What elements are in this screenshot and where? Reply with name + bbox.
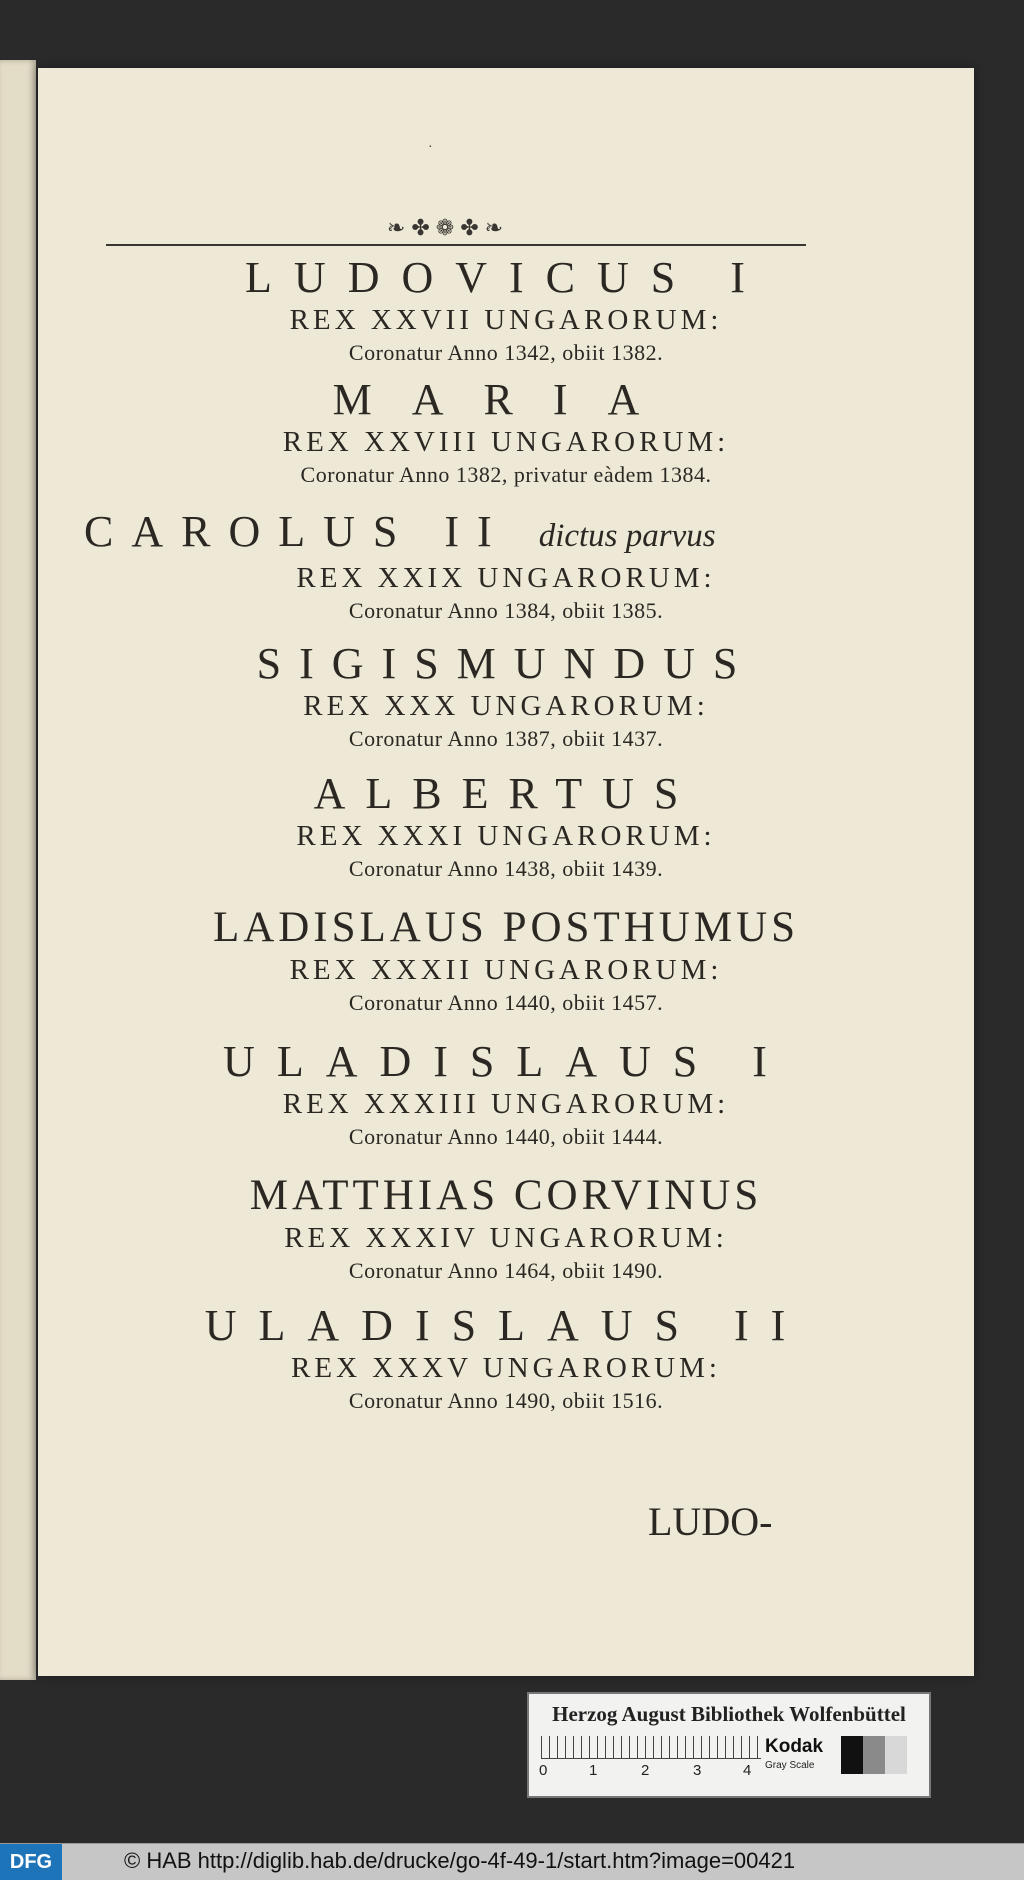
entry-matthias	[38, 1172, 974, 1286]
entry-sigismundus	[38, 640, 974, 754]
copyright-link[interactable]: © HAB http://diglib.hab.de/drucke/go-4f-49-1/start.htm?image=00421	[124, 1848, 796, 1873]
king-name: ULADISLAUS I	[223, 1037, 789, 1086]
king-name: LADISLAUS POSTHUMUS	[212, 904, 800, 951]
king-title: REX XXIX UNGARORUM:	[296, 562, 716, 594]
king-epithet: dictus parvus	[538, 518, 716, 554]
king-dates: Coronatur Anno 1438, obiit 1439.	[348, 856, 664, 881]
printer-mark: ·	[428, 140, 433, 155]
king-title: REX XXXIV UNGARORUM:	[284, 1222, 728, 1254]
gray-swatch	[863, 1736, 885, 1774]
king-title: REX XXXV UNGARORUM:	[291, 1352, 721, 1384]
kodak-logo: Kodak	[765, 1736, 824, 1757]
king-dates: Coronatur Anno 1342, obiit 1382.	[348, 340, 664, 365]
king-name: SIGISMUNDUS	[256, 639, 756, 688]
dfg-logo: DFG	[0, 1844, 62, 1880]
ruler-number: 2	[641, 1762, 650, 1779]
king-title: REX XXXI UNGARORUM:	[296, 820, 716, 852]
king-dates: Coronatur Anno 1440, obiit 1457.	[348, 990, 664, 1015]
ruler-number: 4	[743, 1762, 752, 1779]
catchword: LUDO-	[648, 1499, 773, 1544]
entry-uladislaus-ii	[38, 1302, 974, 1416]
ruler-scale	[541, 1736, 761, 1759]
entry-uladislaus-i	[38, 1038, 974, 1152]
gray-swatch	[885, 1736, 907, 1774]
king-title: REX XXX UNGARORUM:	[303, 690, 709, 722]
king-title: REX XXVIII UNGARORUM:	[282, 426, 730, 458]
king-dates: Coronatur Anno 1384, obiit 1385.	[348, 598, 664, 623]
adjacent-page-edge	[0, 60, 36, 1680]
king-dates: Coronatur Anno 1490, obiit 1516.	[348, 1388, 664, 1413]
entry-albertus	[38, 770, 974, 884]
ruler-number: 3	[693, 1762, 702, 1779]
king-dates: Coronatur Anno 1387, obiit 1437.	[348, 726, 664, 751]
king-title: REX XXXIII UNGARORUM:	[282, 1088, 730, 1120]
king-title: REX XXXII UNGARORUM:	[289, 954, 723, 986]
entry-ludovicus	[38, 254, 974, 368]
entry-carolus	[38, 508, 974, 626]
entry-maria	[38, 376, 974, 490]
color-calibration-card	[527, 1692, 931, 1798]
ruler-number: 0	[539, 1762, 548, 1779]
king-dates: Coronatur Anno 1382, privatur eàdem 1384.	[300, 462, 712, 487]
card-title: Herzog August Bibliothek Wolfenbüttel	[552, 1702, 906, 1726]
ruler-number: 1	[589, 1762, 598, 1779]
gray-swatch	[841, 1736, 863, 1774]
king-name: MARIA	[332, 375, 680, 424]
grayscale-label: Gray Scale	[765, 1760, 815, 1771]
king-name: ULADISLAUS II	[204, 1301, 808, 1350]
document-page	[38, 68, 974, 1676]
ornament-icon: ❧✤❁✤❧	[386, 216, 510, 241]
king-title: REX XXVII UNGARORUM:	[289, 304, 723, 336]
footer-bar	[0, 1843, 1024, 1880]
king-name: CAROLUS II	[84, 507, 510, 556]
header-rule	[106, 244, 806, 246]
king-dates: Coronatur Anno 1464, obiit 1490.	[348, 1258, 664, 1283]
king-name: LUDOVICUS I	[245, 253, 767, 302]
king-name: ALBERTUS	[313, 769, 699, 818]
entry-ladislaus	[38, 904, 974, 1018]
king-name: MATTHIAS CORVINUS	[249, 1172, 763, 1219]
king-dates: Coronatur Anno 1440, obiit 1444.	[348, 1124, 664, 1149]
